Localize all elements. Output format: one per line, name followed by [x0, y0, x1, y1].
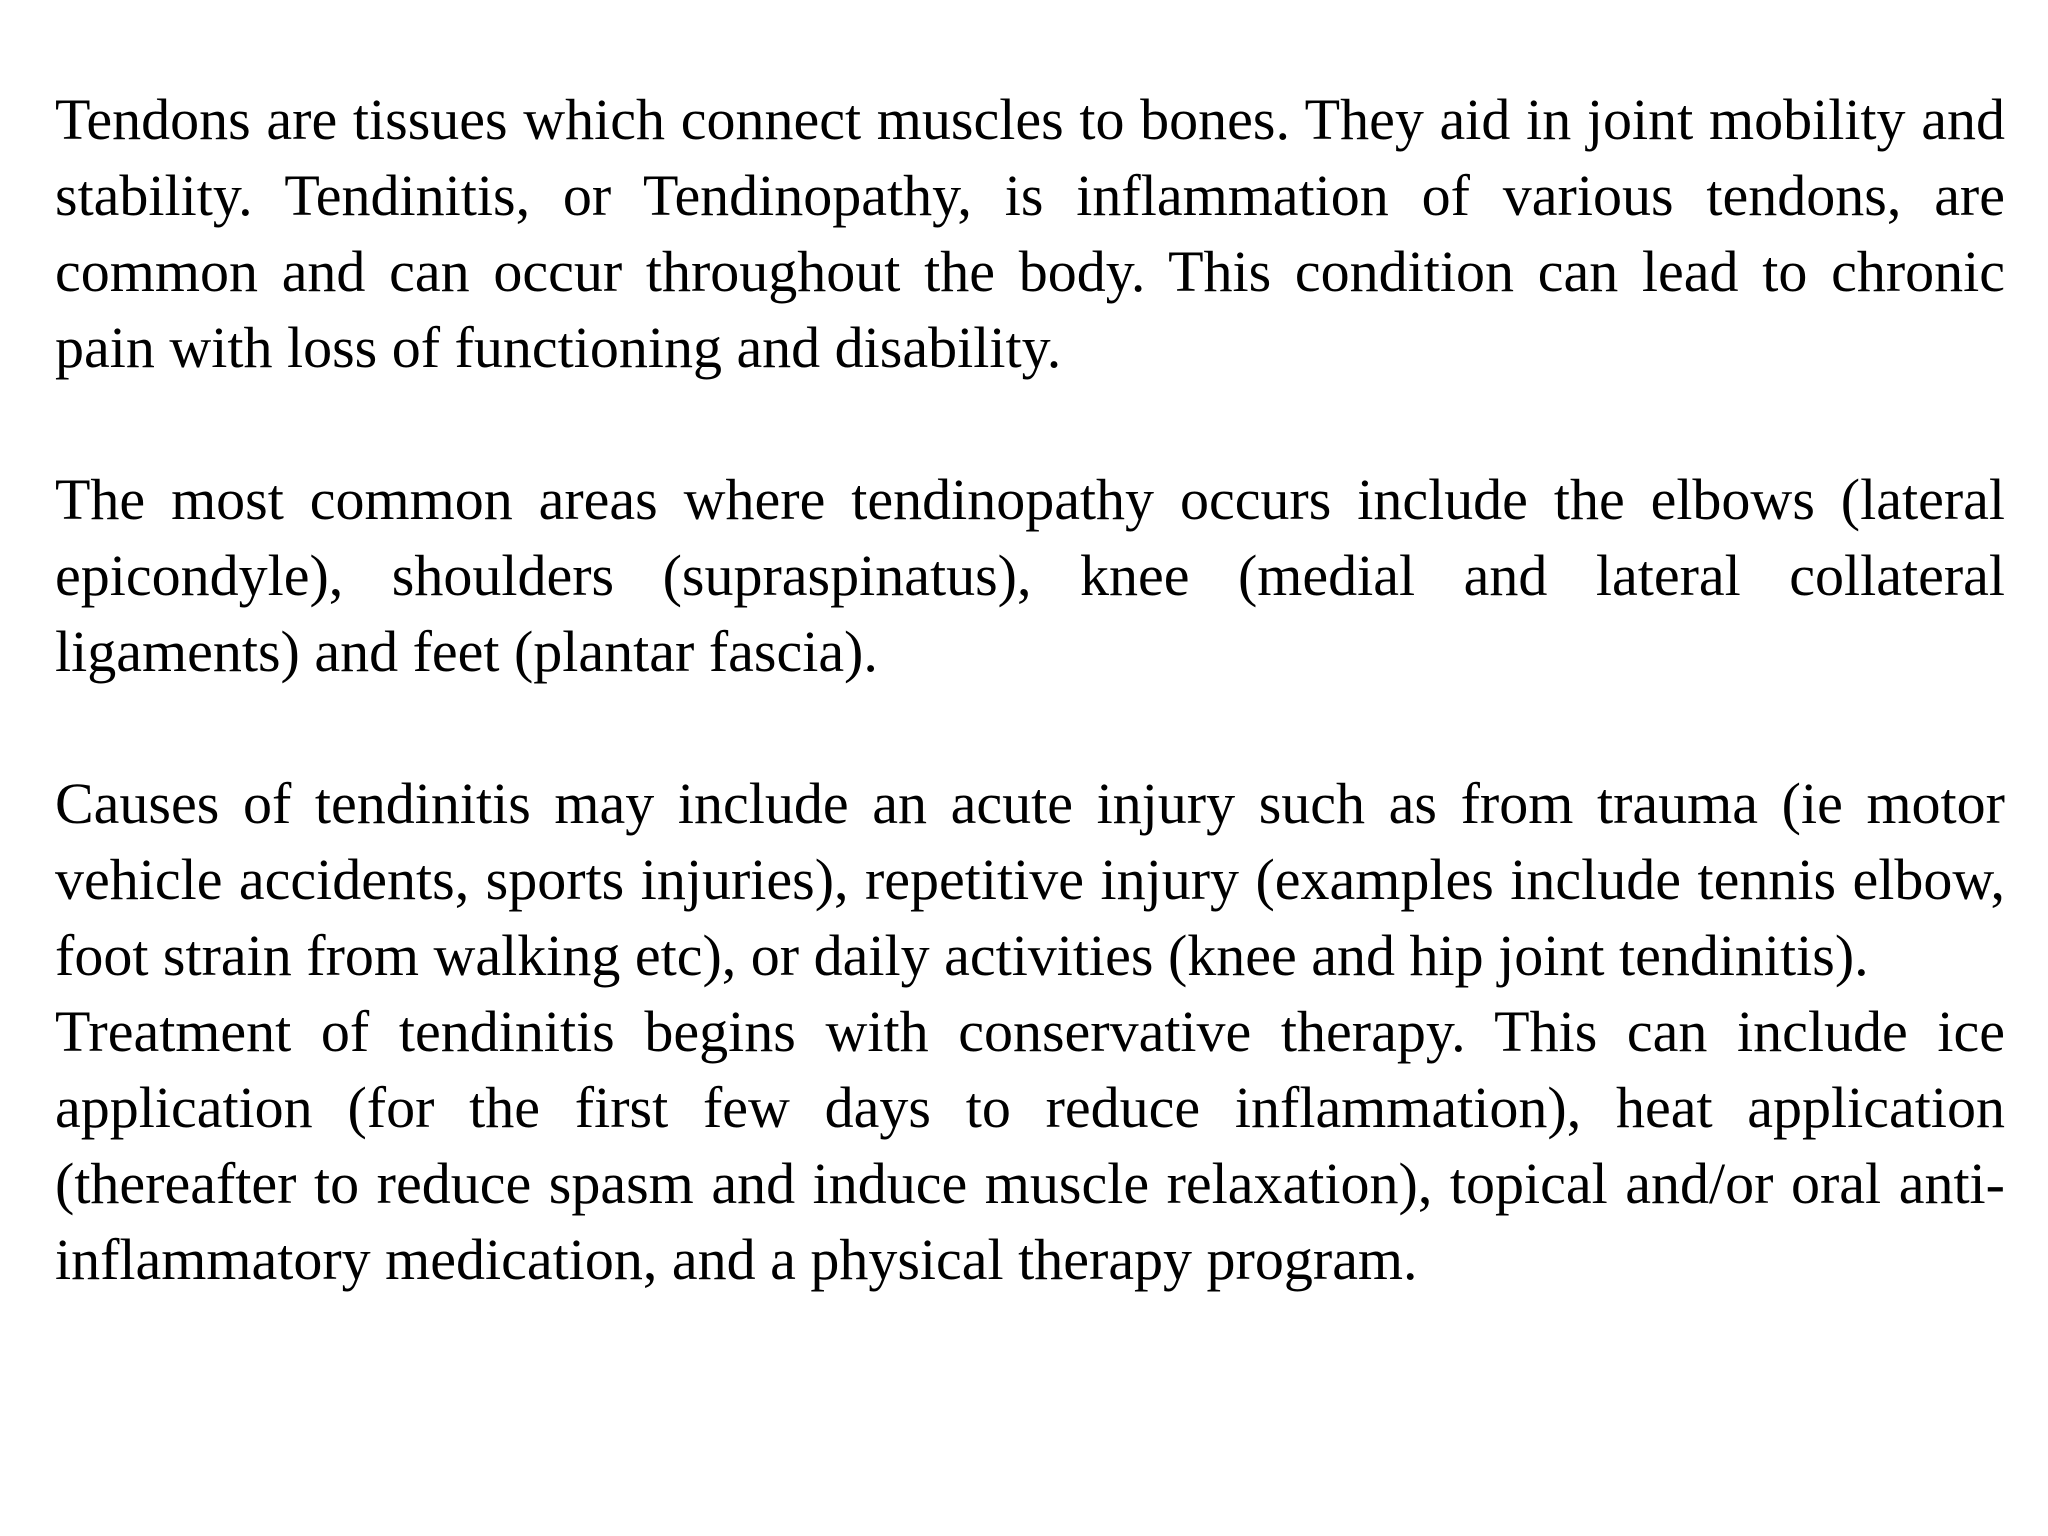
- paragraph-causes: Causes of tendinitis may include an acute injury such as from trauma (ie motor vehicle accidents, sports injuries), repetitive injury (examples include tennis elbow, foot strain from walking etc), or daily activities (knee and hip joint tendinitis).: [55, 771, 2005, 988]
- paragraph-treatment: Treatment of tendinitis begins with conservative therapy. This can include ice application (for the first few days to reduce inflammation), heat application (thereafter to reduce spasm and induce muscle relaxation), topical and/or oral anti-inflammatory medication, and a physical therapy program.: [55, 999, 2005, 1292]
- paragraph-common-areas: The most common areas where tendinopathy occurs include the elbows (lateral epicondyle), shoulders (supraspinatus), knee (medial and lateral collateral ligaments) and feet (plantar fascia).: [55, 467, 2005, 684]
- paragraph-spacer: [55, 690, 2005, 766]
- paragraph-tendons-definition: Tendons are tissues which connect muscles to bones. They aid in joint mobility and stability. Tendinitis, or Tendinopathy, is inflammation of various tendons, are common and can occur throughout the body. This condition can lead to chronic pain with loss of functioning and disability.: [55, 87, 2005, 380]
- document-body: [55, 82, 2005, 1298]
- paragraph-spacer: [55, 386, 2005, 462]
